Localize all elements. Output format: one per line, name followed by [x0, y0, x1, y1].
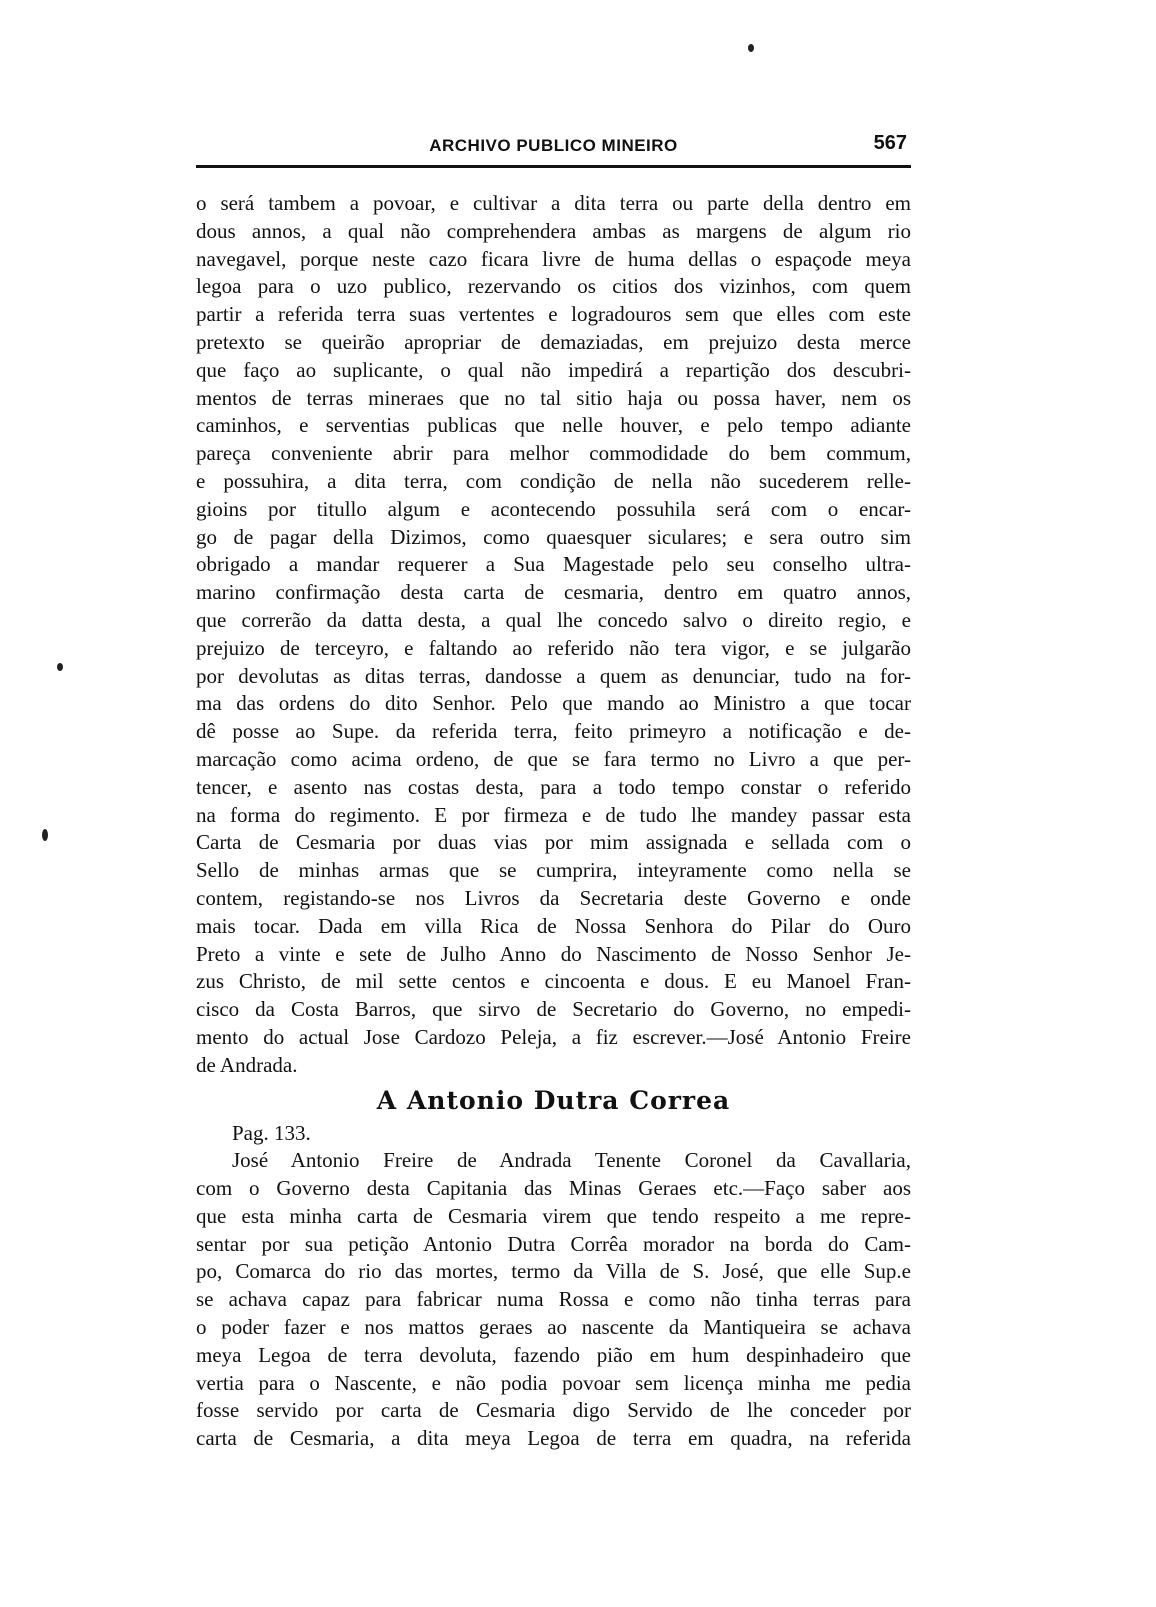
text-line: marino confirmação desta carta de cesmaria, dentro em quatro annos,	[196, 580, 911, 605]
text-line: pareça conveniente abrir para melhor commodidade do bem commum,	[196, 441, 911, 466]
text-line: partir a referida terra suas vertentes e logradouros sem que elles com este	[196, 302, 911, 327]
text-line: de Andrada.	[196, 1052, 298, 1077]
page-reference: Pag. 133.	[232, 1120, 311, 1145]
print-speck	[748, 44, 754, 52]
text-line: tencer, e asento nas costas desta, para a todo tempo constar o referido	[196, 774, 911, 799]
text-line: que esta minha carta de Cesmaria virem que tendo respeito a me repre-	[196, 1203, 911, 1228]
paragraph-antonio-dutra-correa	[196, 1147, 911, 1453]
text-line: prejuizo de terceyro, e faltando ao referido não tera vigor, e se julgarão	[196, 635, 911, 660]
paragraph-carta-de-cesmaria	[196, 190, 911, 1080]
text-line: zus Christo, de mil sette centos e cincoenta e dous. E eu Manoel Fran-	[196, 969, 911, 994]
text-line: gioins por titullo algum e acontecendo possuhila será com o encar-	[196, 496, 911, 521]
text-line: o será tambem a povoar, e cultivar a dita terra ou parte della dentro em	[196, 191, 911, 215]
print-speck	[57, 663, 63, 671]
text-line: por devolutas as ditas terras, dandosse a quem as denunciar, tudo na for-	[196, 663, 911, 688]
header-rule	[196, 165, 911, 168]
text-line: dê posse ao Supe. da referida terra, feito primeyro a notificação e de-	[196, 719, 911, 744]
page-number: 567	[873, 132, 907, 154]
section-heading: A Antonio Dutra Correa	[376, 1085, 731, 1115]
text-line: dous annos, a qual não comprehendera ambas as margens de algum rio	[196, 218, 911, 243]
text-line: po, Comarca do rio das mortes, termo da Villa de S. José, que elle Sup.e	[196, 1259, 911, 1284]
text-line: go de pagar della Dizimos, como quaesquer siculares; e sera outro sim	[196, 524, 911, 549]
text-line: e possuhira, a dita terra, com condição de nella não sucederem relle-	[196, 468, 911, 493]
text-line: que correrão da datta desta, a qual lhe concedo salvo o direito regio, e	[196, 607, 911, 632]
text-line: se achava capaz para fabricar numa Rossa e como não tinha terras para	[196, 1287, 911, 1312]
text-line: meya Legoa de terra devoluta, fazendo pião em hum despinhadeiro que	[196, 1342, 911, 1367]
print-speck	[42, 829, 48, 841]
text-line: José Antonio Freire de Andrada Tenente Coronel da Cavallaria,	[232, 1148, 911, 1173]
running-title: ARCHIVO PUBLICO MINEIRO	[429, 136, 678, 155]
text-line: Sello de minhas armas que se cumprira, inteyramente como nella se	[196, 858, 911, 883]
text-line: marcação como acima ordeno, de que se fara termo no Livro a que per-	[196, 746, 911, 771]
running-header	[196, 132, 911, 166]
text-line: mentos de terras mineraes que no tal sitio haja ou possa haver, nem os	[196, 385, 911, 410]
text-line: mento do actual Jose Cardozo Peleja, a fiz escrever.—José Antonio Freire	[196, 1024, 911, 1049]
text-line: carta de Cesmaria, a dita meya Legoa de terra em quadra, na referida	[196, 1426, 911, 1451]
text-line: pretexto se queirão apropriar de demaziadas, em prejuizo desta merce	[196, 329, 911, 354]
text-line: mais tocar. Dada em villa Rica de Nossa Senhora do Pilar do Ouro	[196, 913, 911, 938]
text-line: legoa para o uzo publico, rezervando os citios dos vizinhos, com quem	[196, 274, 911, 299]
text-line: navegavel, porque neste cazo ficara livre de huma dellas o espaçode meya	[196, 246, 911, 271]
text-line: cisco da Costa Barros, que sirvo de Secretario do Governo, no empedi-	[196, 997, 911, 1022]
text-line: o poder fazer e nos mattos geraes ao nascente da Mantiqueira se achava	[196, 1315, 911, 1340]
text-line: que faço ao suplicante, o qual não impedirá a repartição dos descubri-	[196, 357, 911, 382]
text-line: sentar por sua petição Antonio Dutra Corrêa morador na borda do Cam-	[196, 1231, 911, 1256]
text-line: fosse servido por carta de Cesmaria digo Servido de lhe conceder por	[196, 1398, 911, 1423]
text-line: contem, registando-se nos Livros da Secretaria deste Governo e onde	[196, 885, 911, 910]
text-line: Carta de Cesmaria por duas vias por mim assignada e sellada com o	[196, 830, 911, 855]
text-line: vertia para o Nascente, e não podia povoar sem licença minha me pedia	[196, 1370, 911, 1395]
text-line: obrigado a mandar requerer a Sua Magestade pelo seu conselho ultra-	[196, 552, 911, 577]
text-line: Preto a vinte e sete de Julho Anno do Nascimento de Nosso Senhor Je-	[196, 941, 911, 966]
text-line: caminhos, e serventias publicas que nelle houver, e pelo tempo adiante	[196, 413, 911, 438]
text-line: com o Governo desta Capitania das Minas Geraes etc.—Faço saber aos	[196, 1176, 911, 1201]
text-line: ma das ordens do dito Senhor. Pelo que mando ao Ministro a que tocar	[196, 691, 911, 716]
body-text	[196, 190, 911, 1453]
text-line: na forma do regimento. E por firmeza e de tudo lhe mandey passar esta	[196, 802, 911, 827]
